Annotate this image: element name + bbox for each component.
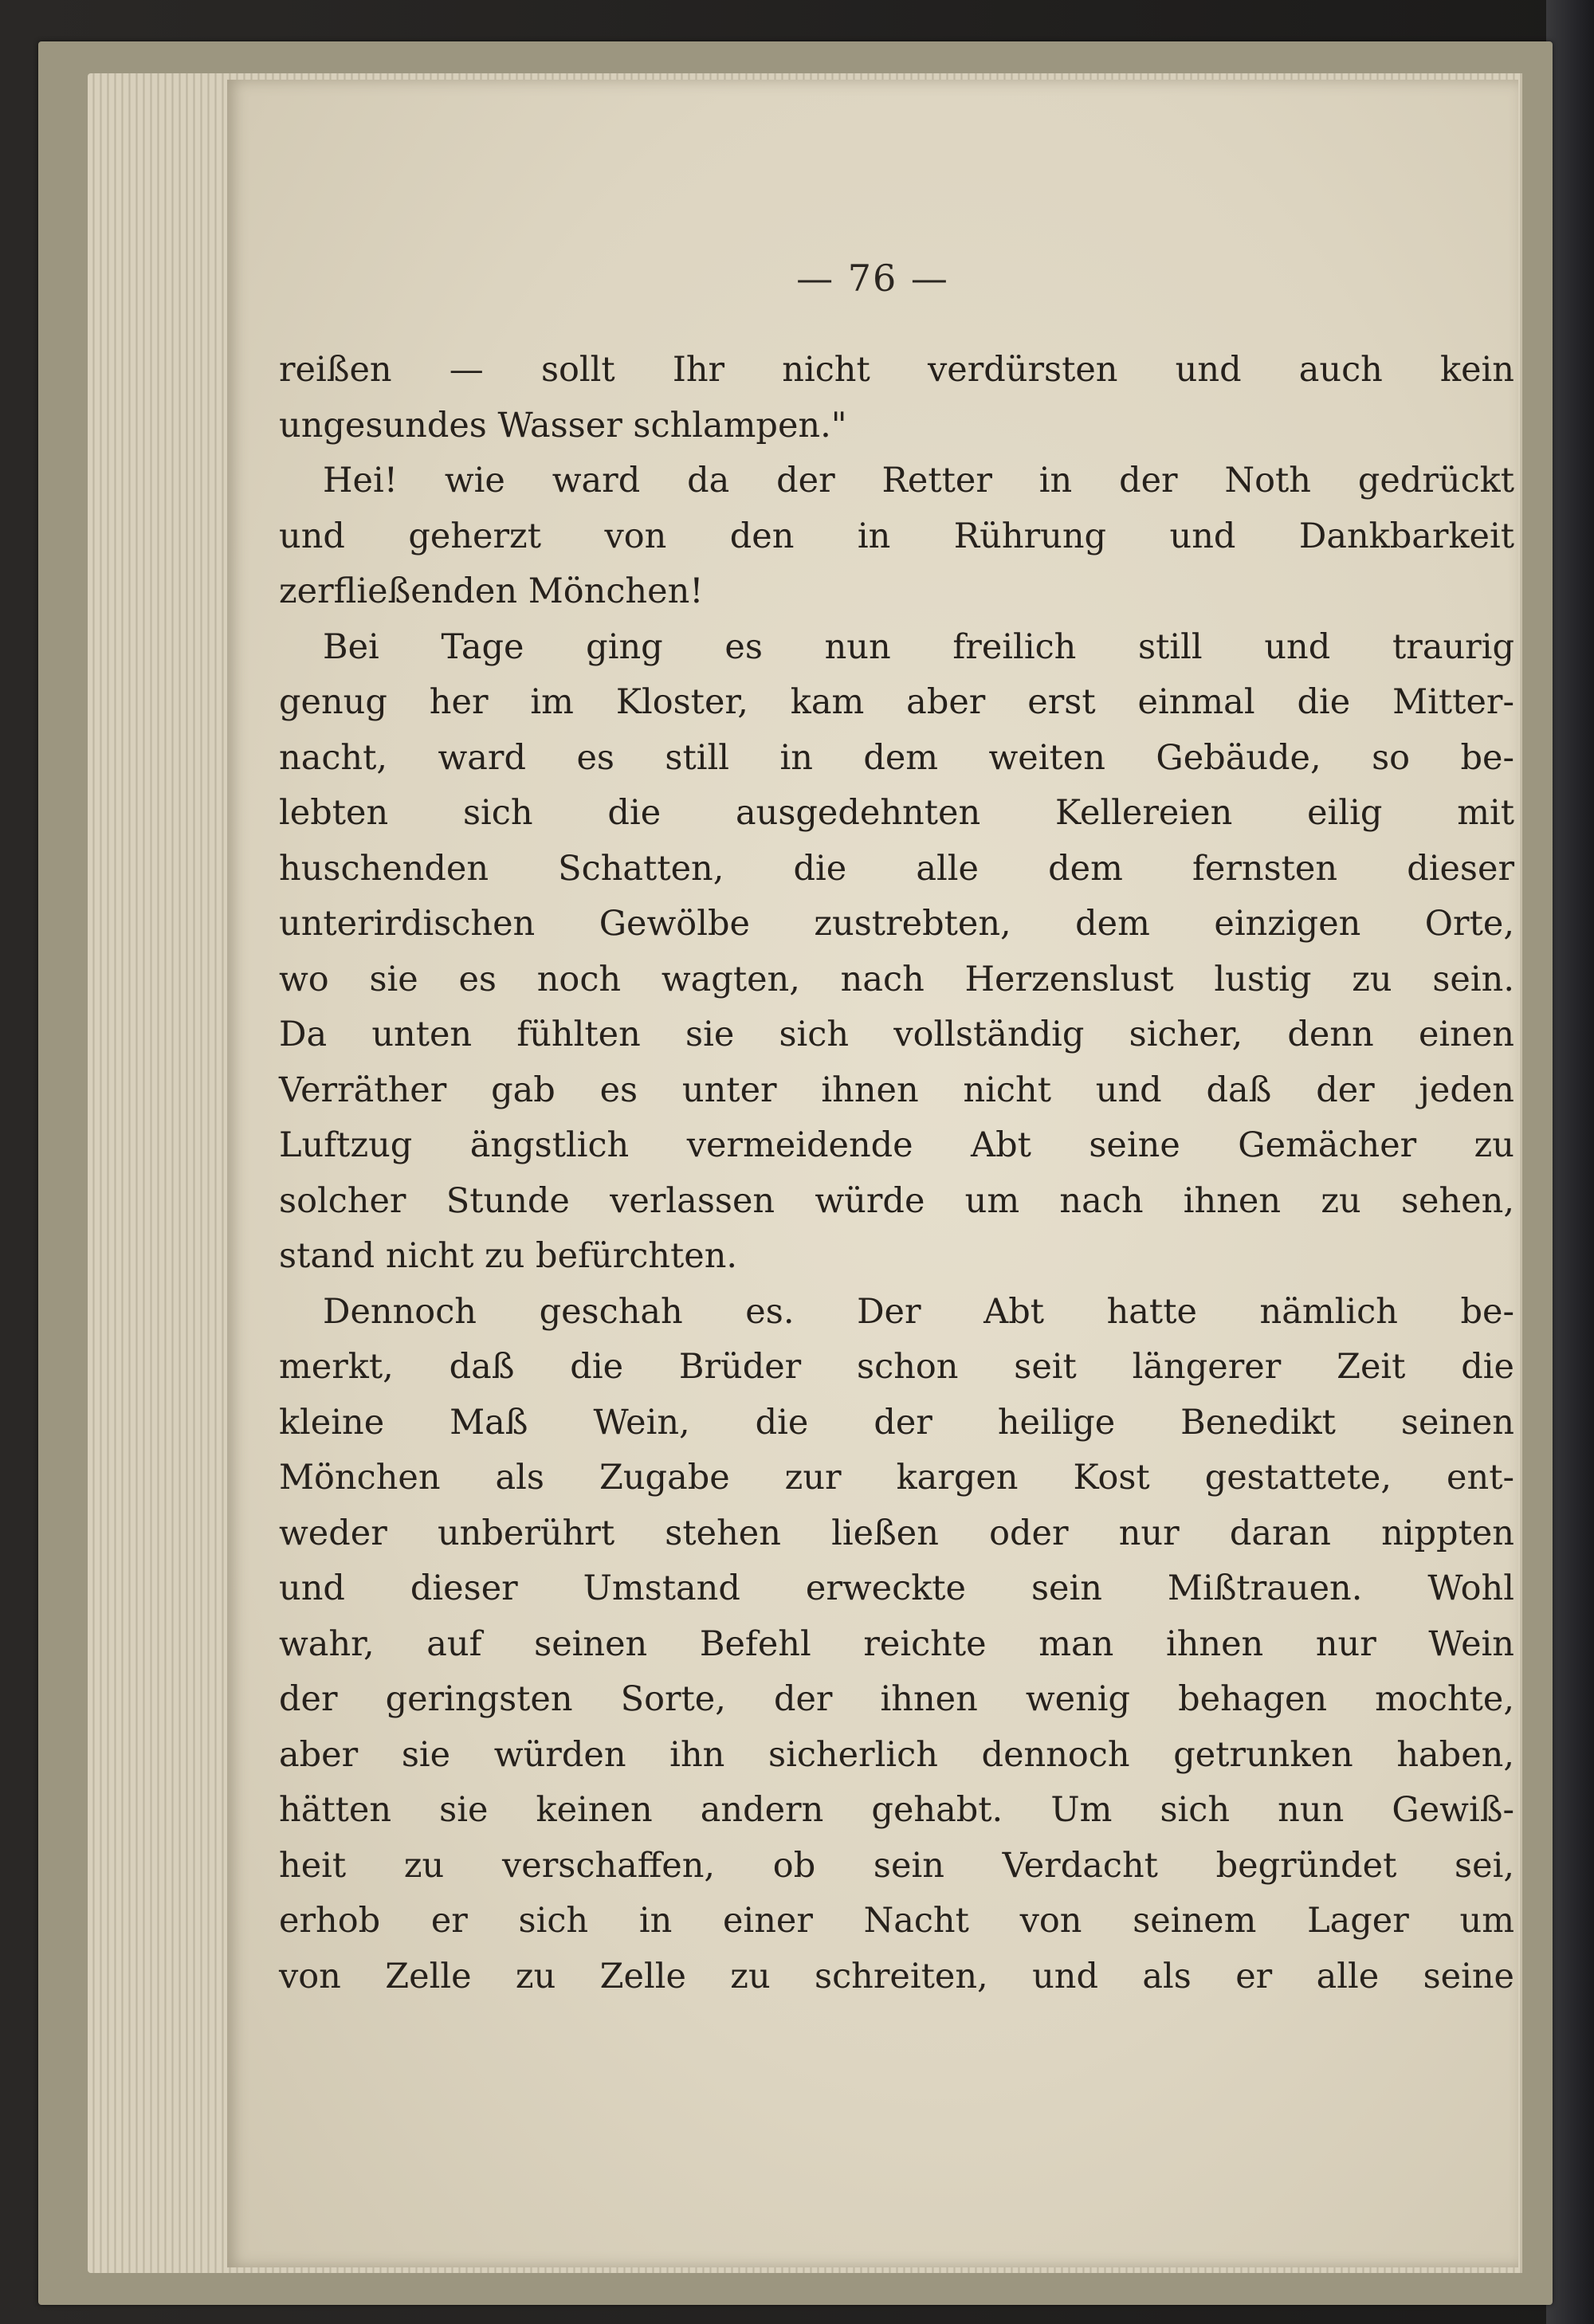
text-line: unterirdischen Gewölbe zustrebten, dem einzigen Orte, [279,904,1514,944]
text-line: heit zu verschaffen, ob sein Verdacht begründet sei, [279,1845,1514,1886]
text-line: Bei Tage ging es nun freilich still und traurig [323,626,1514,667]
text-line: solcher Stunde verlassen würde um nach ihnen zu sehen, [279,1180,1514,1221]
text-line: Da unten fühlten sie sich vollständig sicher, denn einen [279,1015,1514,1054]
text-line: huschenden Schatten, die alle dem fernsten dieser [279,848,1514,889]
text-line: wahr, auf seinen Befehl reichte man ihnen nur Wein [279,1623,1514,1664]
text-line: Verräther gab es unter ihnen nicht und daß der jeden [279,1070,1514,1110]
text-line: weder unberührt stehen ließen oder nur daran nippten [279,1513,1514,1553]
text-line: Dennoch geschah es. Der Abt hatte nämlich be- [323,1291,1514,1332]
text-line: nacht, ward es still in dem weiten Gebäude, so be- [279,737,1514,778]
text-line: und geherzt von den in Rührung und Dankbarkeit [279,516,1514,556]
text-line: Luftzug ängstlich vermeidende Abt seine Gemächer zu [279,1125,1514,1165]
text-line: merkt, daß die Brüder schon seit längerer Zeit die [279,1347,1514,1387]
text-line: aber sie würden ihn sicherlich dennoch getrunken haben, [279,1734,1514,1775]
text-line: reißen — sollt Ihr nicht verdürsten und auch kein [279,350,1514,390]
text-line: von Zelle zu Zelle zu schreiten, und als er alle seine [279,1956,1514,1996]
book-spine-edge [1546,0,1594,2324]
text-line: lebten sich die ausgedehnten Kellereien eilig mit [279,793,1514,833]
text-line: der geringsten Sorte, der ihnen wenig behagen mochte, [279,1679,1514,1719]
text-line: genug her im Kloster, kam aber erst einmal die Mitter- [279,682,1514,722]
text-line: hätten sie keinen andern gehabt. Um sich nun Gewiß- [279,1790,1514,1830]
text-line: und dieser Umstand erweckte sein Mißtrauen. Wohl [279,1568,1514,1608]
page-number: — 76 — [796,257,949,300]
text-line: wo sie es noch wagten, nach Herzenslust lustig zu sein. [279,959,1514,999]
text-line: stand nicht zu befürchten. [279,1236,738,1276]
text-line: zerfließenden Mönchen! [279,571,704,611]
page-text-body [279,343,1514,2004]
text-line: ungesundes Wasser schlampen." [279,405,847,446]
text-line: erhob er sich in einer Nacht von seinem Lager um [279,1901,1514,1941]
text-line: Mönchen als Zugabe zur kargen Kost gestattete, ent- [279,1458,1514,1498]
text-line: Hei! wie ward da der Retter in der Noth gedrückt [323,461,1514,501]
text-line: kleine Maß Wein, die der heilige Benedikt seinen [279,1402,1514,1443]
